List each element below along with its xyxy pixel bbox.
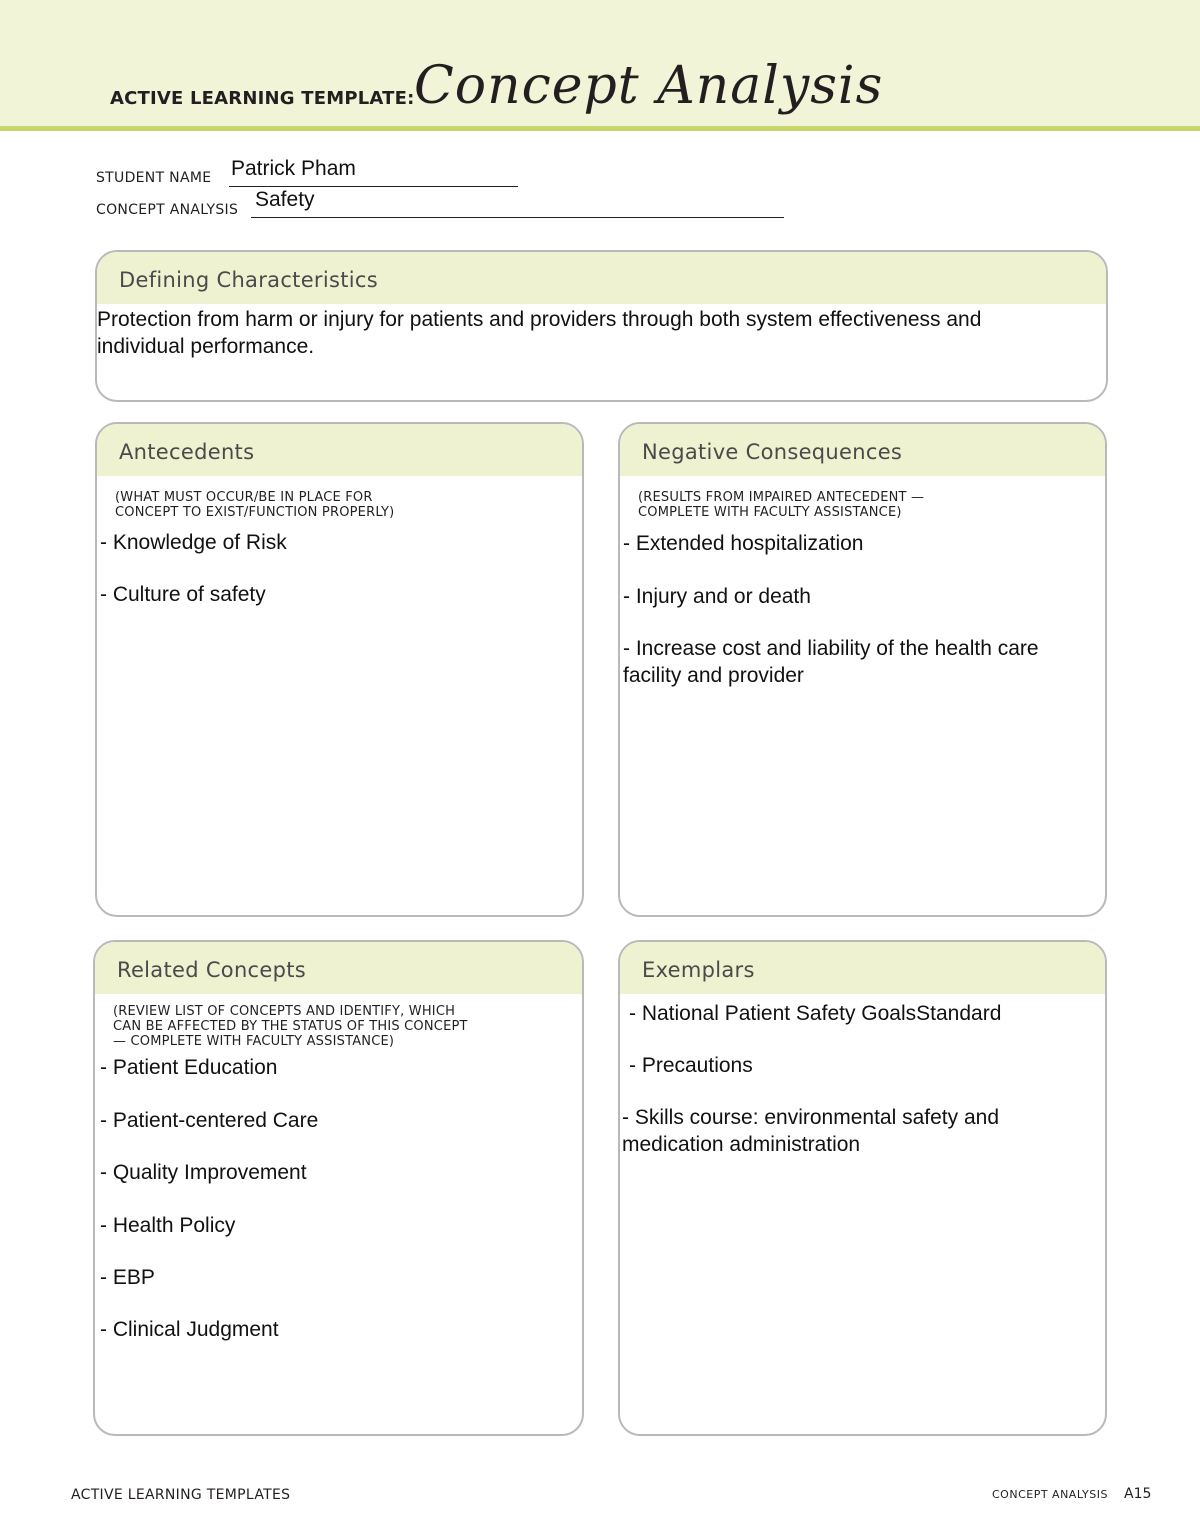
negative-consequences-note-line2: COMPLETE WITH FACULTY ASSISTANCE) <box>638 505 902 520</box>
list-item[interactable]: - Injury and or death <box>623 585 811 608</box>
defining-characteristics-title: Defining Characteristics <box>97 252 1106 304</box>
page-title: Concept Analysis <box>414 56 884 116</box>
related-concepts-note <box>95 994 582 1049</box>
defining-characteristics-text-line2[interactable]: individual performance. <box>97 335 315 358</box>
concept-analysis-line <box>251 217 784 218</box>
defining-characteristics-text-line1[interactable]: Protection from harm or injury for patients and providers through both system effectiveness and <box>97 308 982 331</box>
footer-left: ACTIVE LEARNING TEMPLATES <box>71 1487 291 1503</box>
exemplars-title: Exemplars <box>620 942 1105 994</box>
list-item[interactable]: - Extended hospitalization <box>623 532 864 555</box>
student-name-line <box>229 186 518 187</box>
header-rule <box>0 126 1200 131</box>
list-item[interactable]: - EBP <box>100 1266 155 1289</box>
exemplars-box <box>618 940 1107 1436</box>
defining-characteristics-box <box>95 250 1108 402</box>
list-item[interactable]: facility and provider <box>623 664 804 687</box>
related-concepts-title: Related Concepts <box>95 942 582 994</box>
list-item[interactable]: - Health Policy <box>100 1214 236 1237</box>
footer-right: CONCEPT ANALYSIS <box>992 1488 1108 1501</box>
list-item[interactable]: - Culture of safety <box>100 583 266 606</box>
list-item[interactable]: - Skills course: environmental safety and <box>622 1106 1000 1129</box>
list-item[interactable]: - Knowledge of Risk <box>100 531 287 554</box>
student-name-field[interactable]: Patrick Pham <box>231 157 356 180</box>
related-concepts-note-line1: (REVIEW LIST OF CONCEPTS AND IDENTIFY, WHICH <box>113 1004 456 1019</box>
list-item[interactable]: - National Patient Safety GoalsStandard <box>629 1002 1002 1025</box>
header-label: ACTIVE LEARNING TEMPLATE: <box>110 88 415 109</box>
list-item[interactable]: - Clinical Judgment <box>100 1318 279 1341</box>
list-item[interactable]: medication administration <box>622 1133 861 1156</box>
negative-consequences-note-line1: (RESULTS FROM IMPAIRED ANTECEDENT — <box>638 490 925 505</box>
list-item[interactable]: - Quality Improvement <box>100 1161 307 1184</box>
list-item[interactable]: - Increase cost and liability of the health care <box>623 637 1039 660</box>
antecedents-box <box>95 422 584 917</box>
antecedents-note <box>97 476 582 520</box>
related-concepts-note-line2: CAN BE AFFECTED BY THE STATUS OF THIS CONCEPT <box>113 1019 468 1034</box>
negative-consequences-box <box>618 422 1107 917</box>
concept-analysis-label: CONCEPT ANALYSIS <box>96 202 239 218</box>
antecedents-note-line1: (WHAT MUST OCCUR/BE IN PLACE FOR <box>115 490 373 505</box>
student-name-label: STUDENT NAME <box>96 170 212 186</box>
list-item[interactable]: - Patient-centered Care <box>100 1109 319 1132</box>
list-item[interactable]: - Patient Education <box>100 1056 278 1079</box>
antecedents-title: Antecedents <box>97 424 582 476</box>
related-concepts-note-line3: — COMPLETE WITH FACULTY ASSISTANCE) <box>113 1034 395 1049</box>
page-number: A15 <box>1124 1486 1152 1502</box>
list-item[interactable]: - Precautions <box>629 1054 753 1077</box>
antecedents-note-line2: CONCEPT TO EXIST/FUNCTION PROPERLY) <box>115 505 395 520</box>
negative-consequences-title: Negative Consequences <box>620 424 1105 476</box>
related-concepts-box <box>93 940 584 1436</box>
negative-consequences-note <box>620 476 1105 520</box>
concept-analysis-field[interactable]: Safety <box>255 188 315 211</box>
